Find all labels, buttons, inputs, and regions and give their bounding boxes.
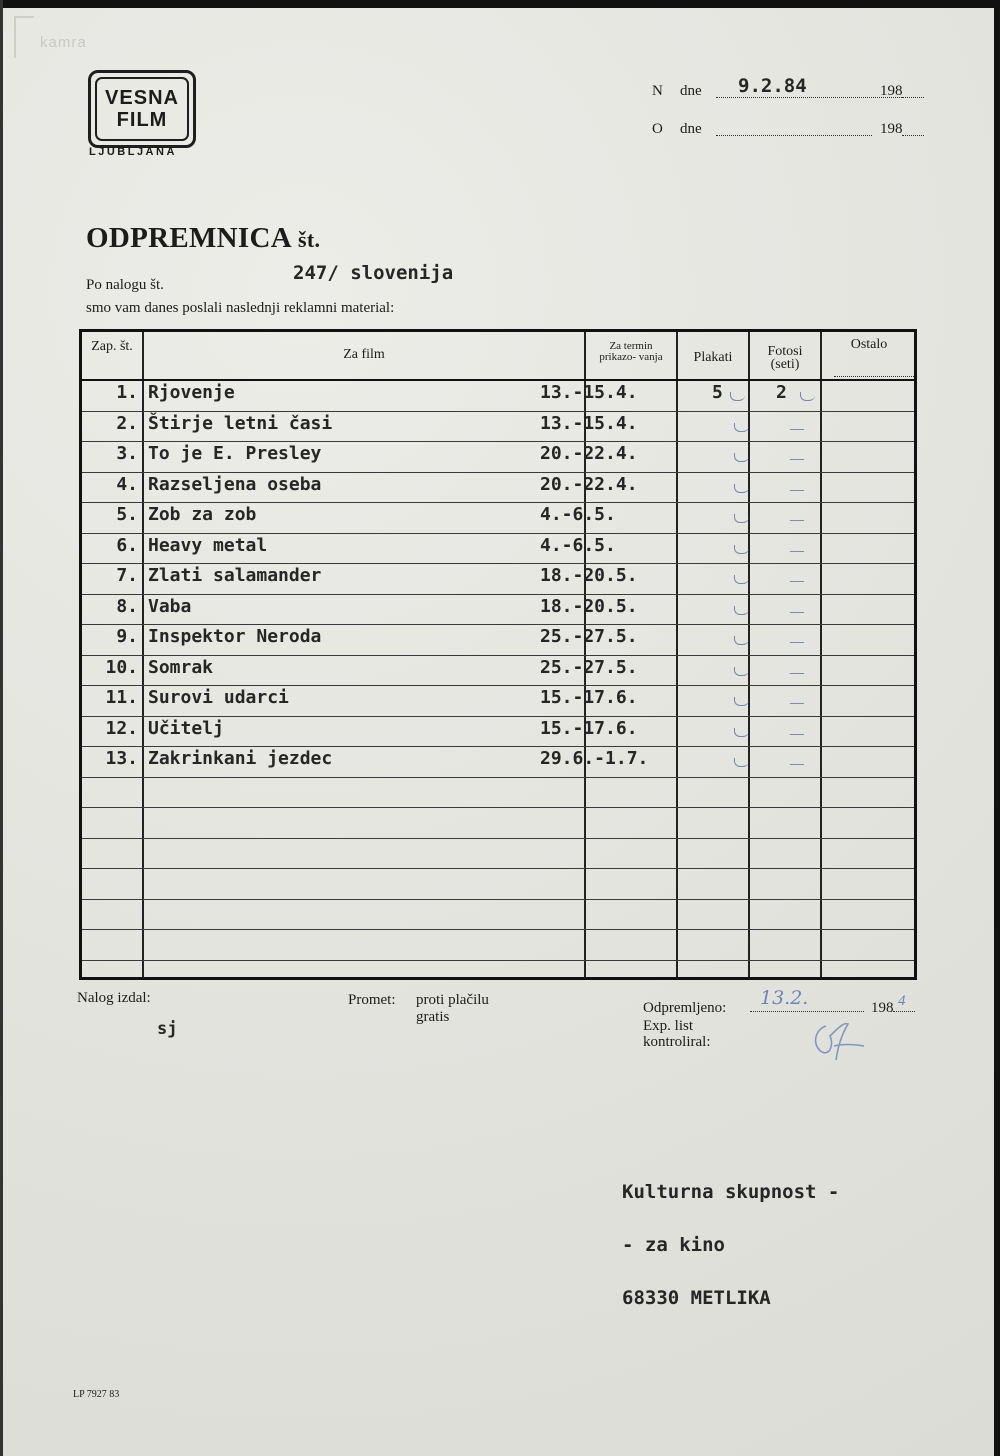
plakati-check-mark xyxy=(734,453,749,462)
row-divider xyxy=(82,655,914,656)
row-divider xyxy=(82,472,914,473)
row-film-title: Zob za zob xyxy=(148,504,257,525)
row-divider xyxy=(82,533,914,534)
row-plakati-value: 5 xyxy=(712,382,723,403)
company-city: LJUBLJANA xyxy=(89,146,177,158)
row-fotosi-value: 2 xyxy=(776,382,787,403)
fotosi-check-mark xyxy=(790,673,804,674)
plakati-check-mark xyxy=(734,423,749,432)
fotosi-check-mark xyxy=(790,612,804,613)
row-divider xyxy=(82,685,914,686)
plakati-check-mark xyxy=(734,575,749,584)
date-o-year: 198 xyxy=(880,121,903,137)
promet-option-1: proti plačilu xyxy=(416,992,489,1008)
controller-signature xyxy=(808,1016,868,1066)
row-screening-term: 20.-22.4. xyxy=(540,473,638,495)
fotosi-check-mark xyxy=(790,734,804,735)
logo-line-1: VESNA xyxy=(105,87,179,109)
order-number: 247/ slovenija xyxy=(293,262,454,284)
fotosi-check-mark xyxy=(790,429,804,430)
header-divider xyxy=(82,379,914,381)
row-number: 3. xyxy=(116,443,138,464)
watermark-bracket xyxy=(14,16,34,58)
row-film-title: Vaba xyxy=(148,595,192,617)
scan-edge-top xyxy=(0,0,1000,8)
row-screening-term: 29.6.-1.7. xyxy=(540,748,649,769)
plakati-check-mark xyxy=(734,484,749,493)
row-divider xyxy=(82,899,914,900)
row-divider xyxy=(82,411,914,412)
row-number: 6. xyxy=(116,534,138,556)
row-film-title: Surovi udarci xyxy=(148,687,289,708)
header-fotosi: Fotosi (seti) xyxy=(767,344,803,372)
date-n-year: 198 xyxy=(880,83,903,99)
row-film-title: Rjovenje xyxy=(148,382,235,403)
row-divider xyxy=(82,502,914,503)
row-divider xyxy=(82,868,914,869)
row-screening-term: 15.-17.6. xyxy=(540,687,638,708)
plakati-check-mark xyxy=(730,392,745,401)
plakati-check-mark xyxy=(734,606,749,615)
promet-label: Promet: xyxy=(348,992,396,1008)
row-divider xyxy=(82,563,914,564)
date-o-letter: O xyxy=(652,121,663,137)
odpremljeno-year-digit: 4 xyxy=(898,993,906,1009)
address-line-3: 68330 METLIKA xyxy=(622,1287,771,1309)
row-number: 13. xyxy=(105,748,138,769)
row-divider xyxy=(82,807,914,808)
title-suffix: št. xyxy=(297,227,321,252)
row-film-title: Heavy metal xyxy=(148,534,268,556)
header-zap: Zap. št. xyxy=(91,339,133,354)
row-screening-term: 4.-6.5. xyxy=(540,504,616,525)
row-divider xyxy=(82,594,914,595)
odpremljeno-value: 13.2. xyxy=(760,987,809,1009)
form-code: LP 7927 83 xyxy=(73,1389,120,1400)
date-o-year-dots xyxy=(902,135,924,136)
document-title xyxy=(86,222,320,255)
row-number: 12. xyxy=(105,717,138,739)
row-film-title: To je E. Presley xyxy=(148,443,322,464)
promet-option-2: gratis xyxy=(416,1009,450,1025)
fotosi-check-mark xyxy=(790,520,804,521)
row-number: 4. xyxy=(116,473,138,495)
row-divider xyxy=(82,746,914,747)
logo-line-2: FILM xyxy=(116,109,168,131)
odpremljeno-year-dots xyxy=(893,1011,915,1012)
row-film-title: Štirje letni časi xyxy=(148,412,333,434)
row-number: 10. xyxy=(105,656,138,678)
logo-frame xyxy=(95,77,189,141)
ostalo-dotline xyxy=(834,376,914,377)
address-line-1: Kulturna skupnost - xyxy=(622,1181,840,1203)
plakati-check-mark xyxy=(734,667,749,676)
title-text: ODPREMNICA xyxy=(86,222,291,254)
plakati-check-mark xyxy=(734,758,749,767)
row-number: 7. xyxy=(116,565,138,586)
row-film-title: Zlati salamander xyxy=(148,565,322,586)
row-screening-term: 25.-27.5. xyxy=(540,626,638,647)
row-number: 9. xyxy=(116,626,138,647)
row-number: 5. xyxy=(116,504,138,525)
fotosi-check-mark xyxy=(790,642,804,643)
row-number: 1. xyxy=(116,382,138,403)
odpremljeno-dotline xyxy=(750,1011,864,1012)
row-divider xyxy=(82,777,914,778)
plakati-check-mark xyxy=(734,697,749,706)
plakati-check-mark xyxy=(734,514,749,523)
odpremljeno-year: 198 xyxy=(871,1000,894,1016)
exp-label-2: kontroliral: xyxy=(643,1034,711,1050)
date-n-value: 9.2.84 xyxy=(738,75,807,97)
shipment-table xyxy=(79,329,917,980)
odpremljeno-label: Odpremljeno: xyxy=(643,1000,727,1016)
row-film-title: Zakrinkani jezdec xyxy=(148,748,333,769)
row-divider xyxy=(82,960,914,961)
nalog-label: Nalog izdal: xyxy=(77,990,151,1006)
row-screening-term: 13.-15.4. xyxy=(540,382,638,403)
fotosi-check-mark xyxy=(790,581,804,582)
row-divider xyxy=(82,929,914,930)
date-n-letter: N xyxy=(652,83,663,99)
address-line-2: - za kino xyxy=(622,1234,725,1256)
row-screening-term: 18.-20.5. xyxy=(540,565,638,586)
fotosi-check-mark xyxy=(790,703,804,704)
row-divider xyxy=(82,716,914,717)
header-termin: Za termin prikazo- vanja xyxy=(599,340,663,363)
row-divider xyxy=(82,624,914,625)
watermark: kamra xyxy=(40,34,87,51)
row-screening-term: 4.-6.5. xyxy=(540,534,616,556)
exp-label-1: Exp. list xyxy=(643,1018,694,1034)
header-film: Za film xyxy=(343,347,385,362)
row-number: 11. xyxy=(105,687,138,708)
date-o-label: dne xyxy=(680,121,702,137)
date-o-dotline xyxy=(716,135,872,136)
scan-edge-left xyxy=(0,0,3,1456)
nalog-value: sj xyxy=(157,1019,178,1039)
plakati-check-mark xyxy=(734,636,749,645)
date-n-label: dne xyxy=(680,83,702,99)
header-plakati: Plakati xyxy=(693,350,733,365)
plakati-check-mark xyxy=(734,728,749,737)
fotosi-check-mark xyxy=(800,392,815,401)
fotosi-check-mark xyxy=(790,459,804,460)
row-number: 8. xyxy=(116,595,138,617)
scan-edge-right xyxy=(994,0,1000,1456)
row-screening-term: 18.-20.5. xyxy=(540,595,638,617)
fotosi-check-mark xyxy=(790,551,804,552)
row-screening-term: 13.-15.4. xyxy=(540,412,638,434)
row-film-title: Učitelj xyxy=(148,717,224,739)
row-screening-term: 20.-22.4. xyxy=(540,443,638,464)
row-divider xyxy=(82,441,914,442)
date-n-year-dots xyxy=(902,97,924,98)
fotosi-check-mark xyxy=(790,490,804,491)
company-logo xyxy=(88,70,196,148)
plakati-check-mark xyxy=(734,545,749,554)
order-label: Po nalogu št. xyxy=(86,277,164,293)
intro-text: smo vam danes poslali naslednji reklamni material: xyxy=(86,300,395,316)
header-ostalo: Ostalo xyxy=(850,337,888,352)
row-divider xyxy=(82,838,914,839)
fotosi-check-mark xyxy=(790,764,804,765)
row-number: 2. xyxy=(116,412,138,434)
row-film-title: Razseljena oseba xyxy=(148,473,322,495)
row-film-title: Somrak xyxy=(148,656,214,678)
row-film-title: Inspektor Neroda xyxy=(148,626,322,647)
row-screening-term: 15.-17.6. xyxy=(540,717,638,739)
row-screening-term: 25.-27.5. xyxy=(540,656,638,678)
